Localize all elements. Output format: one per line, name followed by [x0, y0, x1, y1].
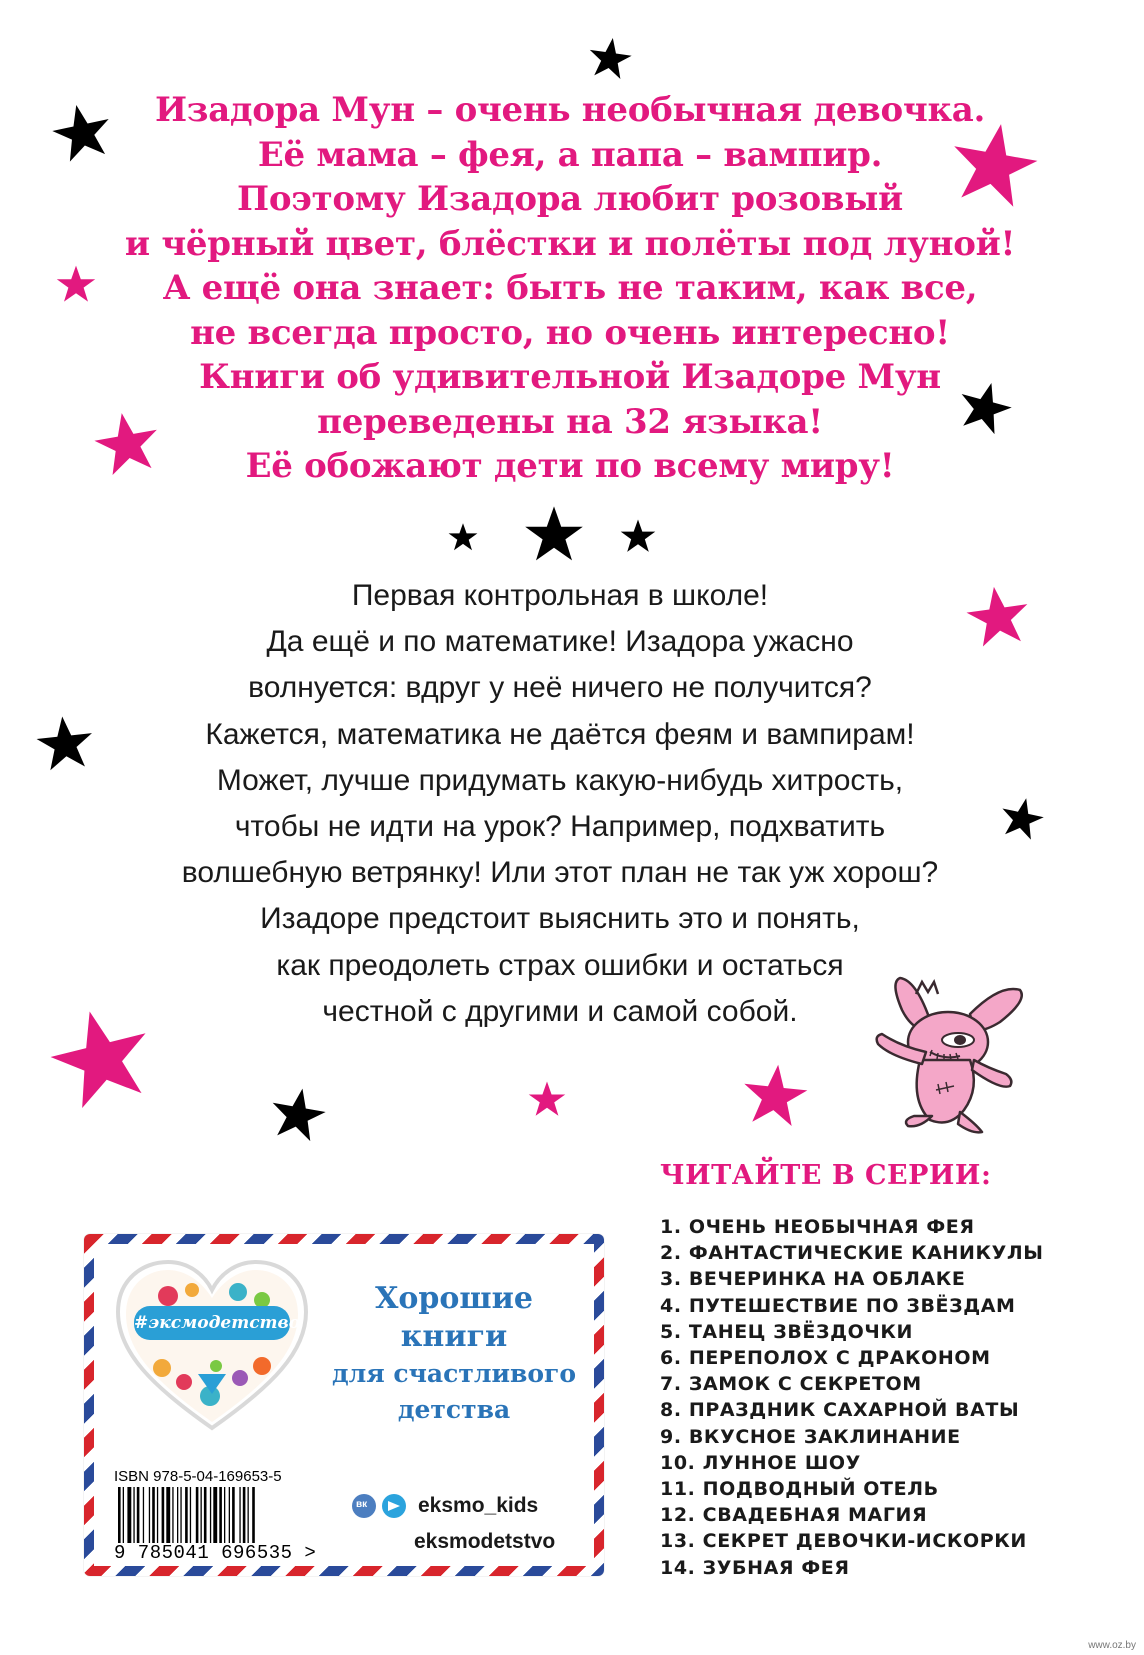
- series-item: 3. ВЕЧЕРИНКА НА ОБЛАКЕ: [660, 1268, 966, 1291]
- series-item: 2. ФАНТАСТИЧЕСКИЕ КАНИКУЛЫ: [660, 1242, 1044, 1265]
- series-item: 11. ПОДВОДНЫЙ ОТЕЛЬ: [660, 1478, 939, 1501]
- barcode-digits: 9 785041 696535 >: [114, 1542, 317, 1564]
- blurb-line: Первая контрольная в школе!: [351, 579, 769, 612]
- isbn-label: ISBN 978-5-04-169653-5: [114, 1468, 282, 1485]
- blurb-line: Изадоре предстоит выяснить это и понять,: [260, 902, 860, 936]
- black-star-icon: [270, 1086, 326, 1142]
- blurb-line: как преодолеть страх ошибки и остаться: [276, 948, 844, 982]
- isbn-barcode-block: [114, 1468, 317, 1566]
- series-item: 5. ТАНЕЦ ЗВЁЗДОЧКИ: [660, 1320, 913, 1343]
- vk-icon: [352, 1494, 376, 1518]
- black-star-icon: [620, 518, 656, 554]
- intro-line: Её мама – фея, а папа – вампир.: [257, 134, 883, 175]
- intro-text: [90, 88, 1050, 489]
- black-star-icon: [448, 522, 478, 552]
- social-handle: eksmodetstvo: [414, 1530, 556, 1553]
- motto-line: книги: [400, 1319, 508, 1354]
- motto-text: [324, 1280, 584, 1428]
- intro-line: Поэтому Изадора любит розовый: [237, 179, 903, 219]
- series-item: 10. ЛУННОЕ ШОУ: [660, 1451, 861, 1474]
- intro-line: Изадора Мун – очень необычная девочка.: [154, 90, 985, 130]
- series-item: 6. ПЕРЕПОЛОХ С ДРАКОНОМ: [660, 1347, 991, 1370]
- blurb-line: Да ещё и по математике! Изадора ужасно: [266, 625, 854, 659]
- hashtag-banner: #эксмодетство: [134, 1306, 290, 1340]
- series-item: 9. ВКУСНОЕ ЗАКЛИНАНИЕ: [660, 1425, 961, 1448]
- series-list: [660, 1214, 1044, 1581]
- series-item: 1. ОЧЕНЬ НЕОБЫЧНАЯ ФЕЯ: [660, 1216, 975, 1238]
- intro-line: А ещё она знает: быть не таким, как все,: [162, 268, 978, 308]
- intro-line: не всегда просто, но очень интересно!: [190, 312, 950, 353]
- motto-line: детства: [397, 1395, 511, 1424]
- black-star-icon: [588, 36, 632, 80]
- intro-line: Книги об удивительной Изадоре Мун: [199, 357, 941, 397]
- blurb-line: волшебную ветрянку! Или этот план не так уж хорош?: [181, 856, 939, 890]
- pink-star-icon: [528, 1080, 566, 1118]
- social-row-eksmo-kids: [352, 1488, 572, 1524]
- series-item: 8. ПРАЗДНИК САХАРНОЙ ВАТЫ: [660, 1399, 1020, 1422]
- intro-line: и чёрный цвет, блёстки и полёты под луной!: [124, 223, 1016, 264]
- blurb-line: Кажется, математика не даётся феям и вампирам!: [205, 717, 915, 751]
- pink-star-icon: [742, 1062, 808, 1128]
- blurb-line: честной с другими и самой собой.: [322, 994, 798, 1028]
- series-item: 14. ЗУБНАЯ ФЕЯ: [660, 1556, 850, 1579]
- bunny-illustration: [860, 960, 1036, 1136]
- intro-line: Её обожают дети по всему миру!: [245, 446, 895, 486]
- blurb-line: Может, лучше придумать какую-нибудь хитрость,: [216, 763, 904, 797]
- airmail-envelope: [84, 1234, 604, 1576]
- series-item: 4. ПУТЕШЕСТВИЕ ПО ЗВЁЗДАМ: [660, 1294, 1016, 1317]
- social-row-eksmodetstvo: [352, 1524, 572, 1560]
- social-handle: eksmo_kids: [418, 1494, 539, 1517]
- envelope-card: [94, 1244, 594, 1566]
- series-item: 7. ЗАМОК С СЕКРЕТОМ: [660, 1373, 922, 1396]
- blurb-line: волнуется: вдруг у неё ничего не получится?: [248, 671, 872, 705]
- series-heading: ЧИТАЙТЕ В СЕРИИ:: [660, 1160, 992, 1191]
- watermark: www.oz.by: [1088, 1640, 1136, 1651]
- telegram-icon: [382, 1494, 406, 1518]
- blurb-line: чтобы не идти на урок? Например, подхватить: [234, 810, 886, 844]
- motto-line: Хорошие: [375, 1281, 533, 1316]
- intro-line: переведены на 32 языка!: [317, 401, 823, 442]
- social-links: [352, 1488, 572, 1560]
- barcode-icon: [114, 1487, 300, 1543]
- black-star-icon: [524, 504, 584, 564]
- motto-line: для счастливого: [331, 1359, 577, 1388]
- series-item: 13. СЕКРЕТ ДЕВОЧКИ-ИСКОРКИ: [660, 1530, 1027, 1553]
- series-item: 12. СВАДЕБНАЯ МАГИЯ: [660, 1504, 928, 1527]
- heart-logo-icon: [112, 1256, 312, 1436]
